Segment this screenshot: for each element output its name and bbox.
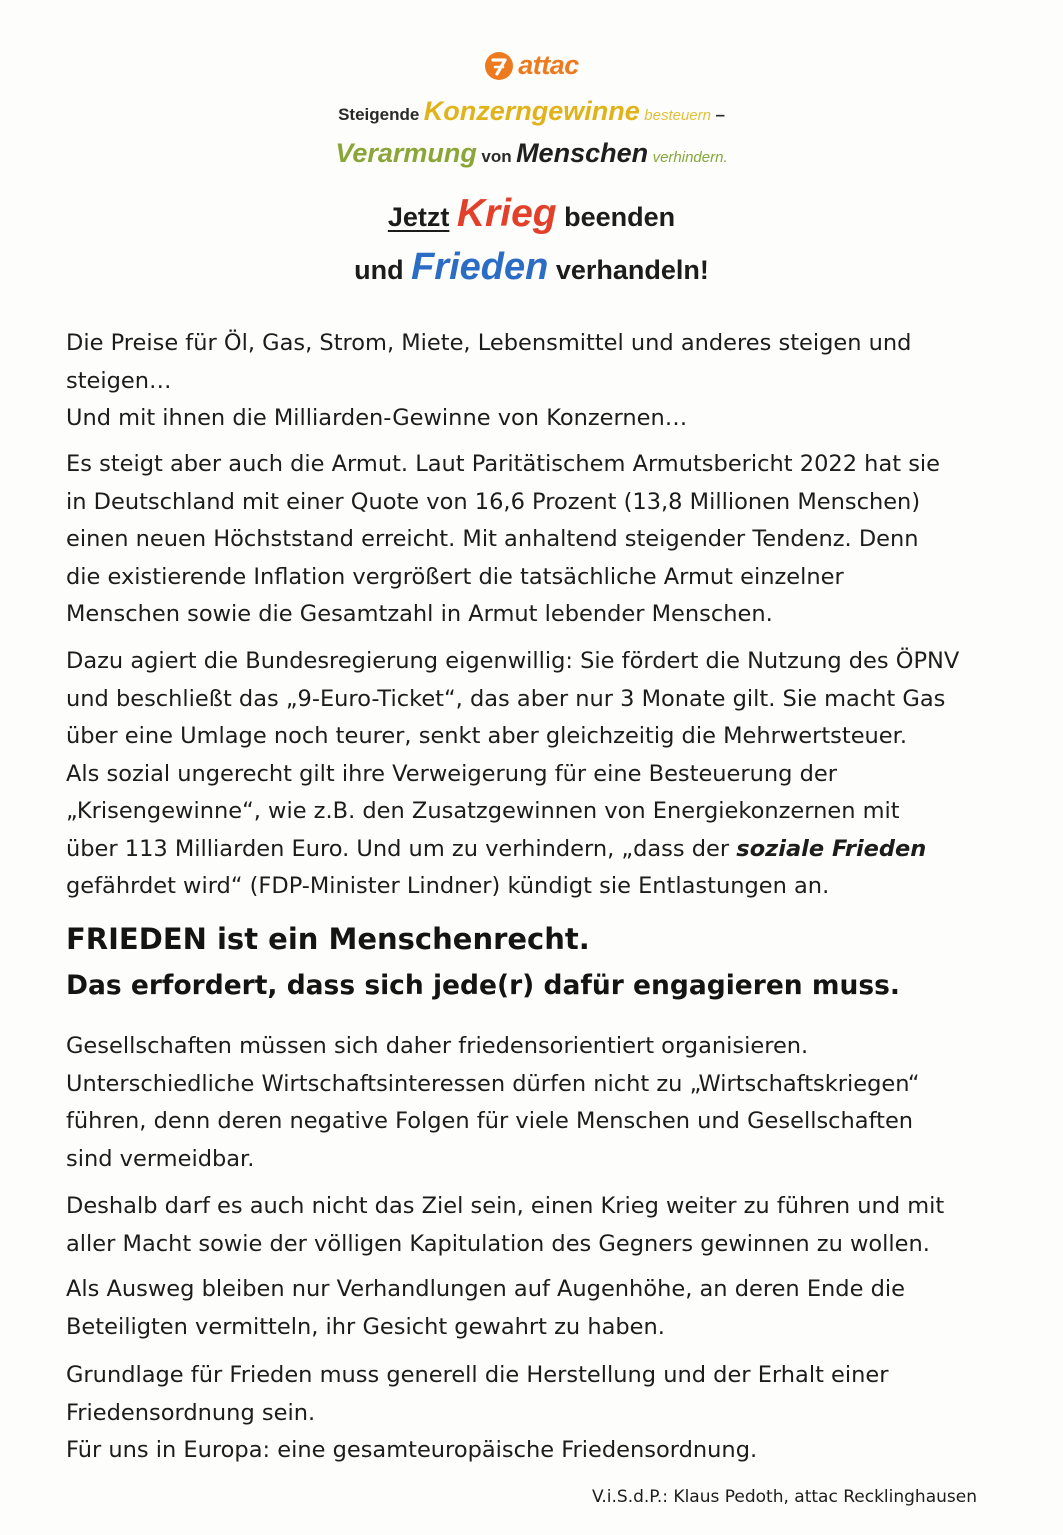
paragraph-negotiation	[66, 1271, 1026, 1346]
text-line	[66, 831, 1026, 869]
text-line: Für uns in Europa: eine gesamteuropäische Friedensordnung.	[66, 1437, 758, 1463]
slogan-keyword-menschen: Menschen	[516, 138, 649, 168]
headline-line-2	[0, 246, 1063, 289]
slogan-keyword-verarmung: Verarmung	[335, 138, 477, 168]
slogan-keyword-konzerngewinne: Konzerngewinne	[423, 96, 640, 126]
text-line: Und mit ihnen die Milliarden-Gewinne von Konzernen…	[66, 405, 688, 431]
headline-word-jetzt: Jetzt	[387, 202, 450, 232]
text-line: Beteiligten vermitteln, ihr Gesicht gewahrt zu haben.	[66, 1313, 665, 1340]
text-line: Gesellschaften müssen sich daher friedensorientiert organisieren.	[66, 1033, 809, 1059]
slogan-word: Steigende	[338, 105, 420, 124]
text-line: Es steigt aber auch die Armut. Laut Paritätischem Armutsbericht 2022 hat sie	[66, 451, 941, 477]
headline-line-1	[0, 192, 1063, 236]
headline-keyword-krieg: Krieg	[456, 192, 557, 235]
slogan-word: verhindern.	[652, 149, 728, 166]
text-line: die existierende Inflation vergrößert die tatsächliche Armut einzelner	[66, 563, 844, 590]
text-line: führen, denn deren negative Folgen für viele Menschen und Gesellschaften	[66, 1108, 914, 1134]
text-line: Friedensordnung sein.	[66, 1399, 316, 1426]
imprint-footer: V.i.S.d.P.: Klaus Pedoth, attac Recklinghausen	[591, 1487, 977, 1507]
text-line: Deshalb darf es auch nicht das Ziel sein, einen Krieg weiter zu führen und mit	[66, 1193, 945, 1219]
text-line: „Krisengewinne“, wie z.B. den Zusatzgewinnen von Energiekonzernen mit	[66, 798, 900, 824]
subheading-engagement: Das erfordert, dass sich jede(r) dafür engagieren muss.	[66, 970, 900, 1001]
headline-keyword-frieden: Frieden	[411, 246, 549, 288]
paragraph-prices	[66, 325, 1026, 438]
text-line: Unterschiedliche Wirtschaftsinteressen dürfen nicht zu „Wirtschaftskriegen“	[66, 1070, 920, 1097]
headline-word: und	[354, 255, 404, 285]
logo-wordmark: attac	[518, 50, 579, 80]
text-line: und beschließt das „9-Euro-Ticket“, das aber nur 3 Monate gilt. Sie macht Gas	[66, 685, 946, 712]
slogan-line-1	[0, 96, 1063, 127]
headline-word: beenden	[564, 202, 676, 232]
text-line: Die Preise für Öl, Gas, Strom, Miete, Lebensmittel und anderes steigen und	[66, 330, 912, 356]
paragraph-peace-order	[66, 1357, 1026, 1470]
slogan-word: von	[481, 147, 512, 166]
emphasis-soziale-frieden: soziale Frieden	[736, 835, 927, 862]
paragraph-societies	[66, 1028, 1026, 1178]
paragraph-government	[66, 643, 1026, 906]
paragraph-war-goal	[66, 1188, 1026, 1263]
text-line: gefährdet wird“ (FDP-Minister Lindner) kündigt sie Entlastungen an.	[66, 873, 830, 899]
text-line: sind vermeidbar.	[66, 1145, 255, 1172]
headline-word: verhandeln!	[555, 255, 709, 285]
text-line: steigen…	[66, 367, 172, 394]
text-line: Als sozial ungerecht gilt ihre Verweigerung für eine Besteuerung der	[66, 760, 837, 787]
text-line: über eine Umlage noch teurer, senkt aber gleichzeitig die Mehrwertsteuer.	[66, 723, 907, 749]
text-segment: über 113 Milliarden Euro. Und um zu verhindern, „dass der	[66, 835, 737, 862]
text-line: Menschen sowie die Gesamtzahl in Armut lebender Menschen.	[66, 601, 773, 627]
text-line: aller Macht sowie der völligen Kapitulation des Gegners gewinnen zu wollen.	[66, 1230, 930, 1257]
attac-logo-icon	[484, 51, 514, 81]
slogan-word: besteuern	[644, 107, 711, 124]
heading-menschenrecht: FRIEDEN ist ein Menschenrecht.	[66, 922, 590, 956]
paragraph-poverty	[66, 446, 1026, 634]
text-line: Dazu agiert die Bundesregierung eigenwillig: Sie fördert die Nutzung des ÖPNV	[66, 648, 960, 674]
slogan-line-2	[0, 138, 1063, 169]
slogan-dash: –	[715, 105, 725, 124]
text-line: Grundlage für Frieden muss generell die Herstellung und der Erhalt einer	[66, 1362, 889, 1388]
text-line: einen neuen Höchststand erreicht. Mit anhaltend steigender Tendenz. Denn	[66, 526, 919, 552]
text-line: Als Ausweg bleiben nur Verhandlungen auf Augenhöhe, an deren Ende die	[66, 1276, 905, 1302]
attac-logo	[0, 50, 1063, 85]
text-line: in Deutschland mit einer Quote von 16,6 Prozent (13,8 Millionen Menschen)	[66, 488, 921, 515]
